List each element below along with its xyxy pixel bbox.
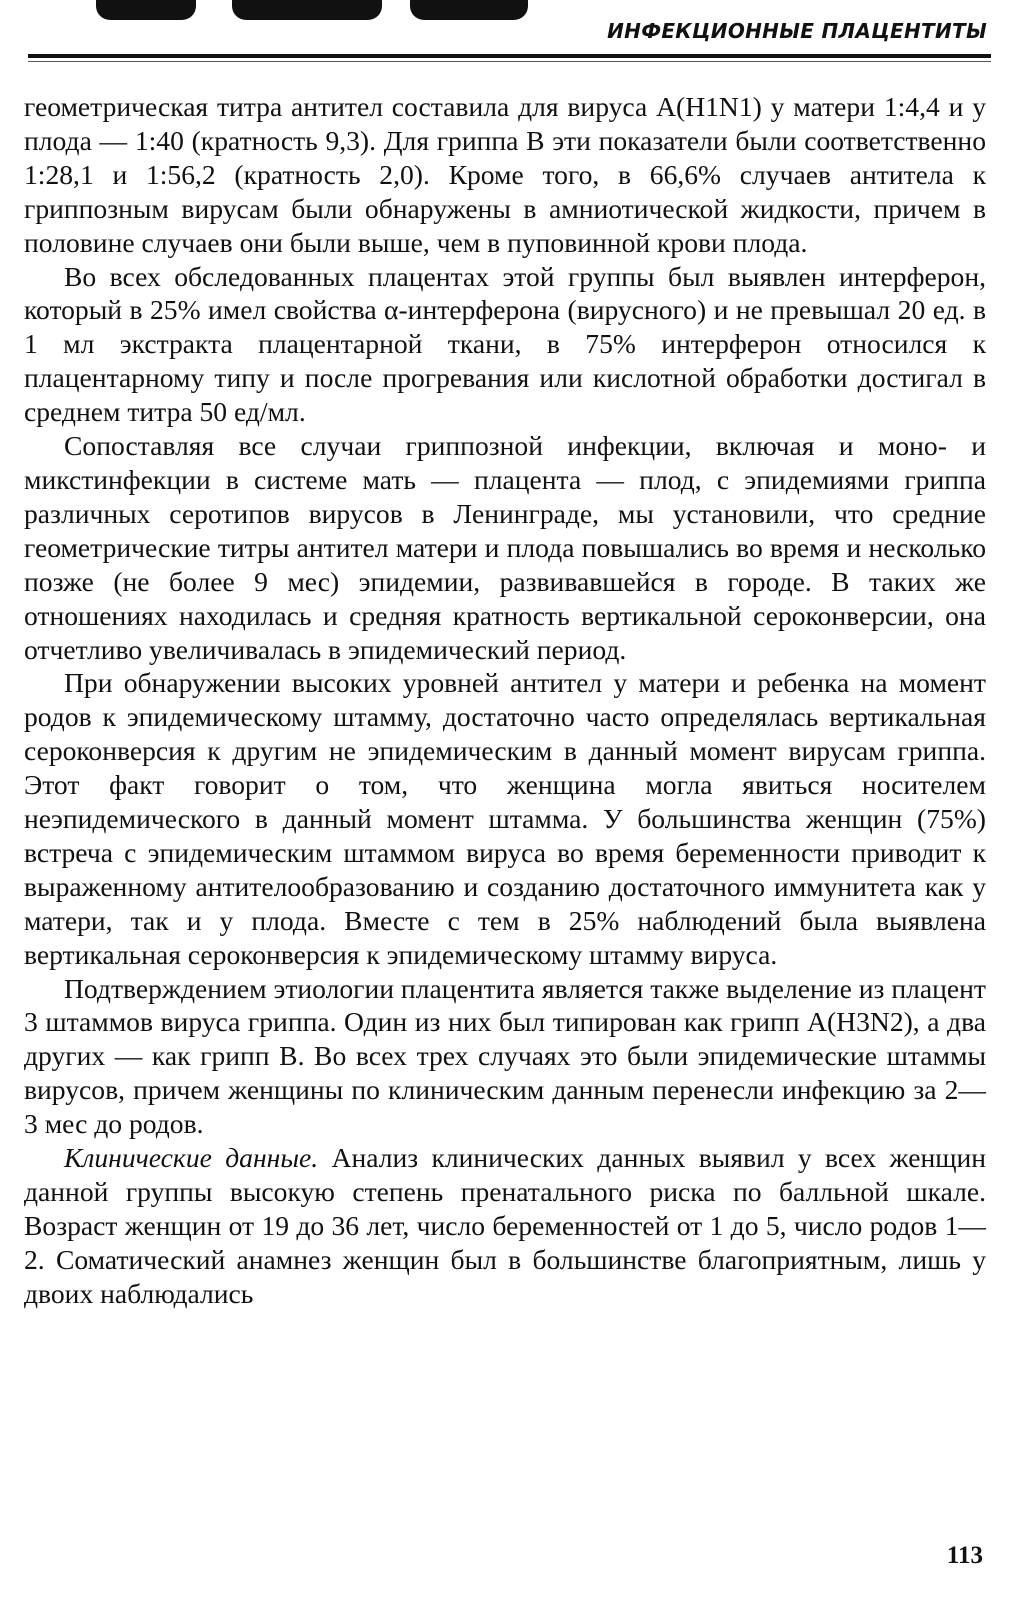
header-tab-marker [232, 0, 382, 20]
paragraph-text: Анализ клинических данных выявил у всех женщин данной группы высокую степень пренатального риска по балльной шкале. Возраст женщин от 19 до 36 лет, число беременностей от 1 до 5, число родов 1—2. Соматический анамнез женщин был в большинстве благоприятным, лишь у двоих наблюдались [24, 1142, 986, 1309]
run-in-heading: Клинические данные. [64, 1142, 319, 1174]
header-rule-thin [28, 61, 991, 62]
paragraph: При обнаружении высоких уровней антител у матери и ребенка на момент родов к эпидемическому штамму, достаточно часто определялась вертикальная сероконверсия к другим не эпидемическим в данный момент вирусам гриппа. Этот факт говорит о том, что женщина могла явиться носителем неэпидемического в данный момент штамма. У большинства женщин (75%) встреча с эпидемическим штаммом вируса во время беременности приводит к выраженному антителообразованию и созданию достаточного иммунитета как у матери, так и у плода. Вместе с тем в 25% наблюдений была выявлена вертикальная сероконверсия к эпидемическому штамму вируса. [24, 667, 986, 970]
header-rule [28, 54, 991, 58]
page-body [24, 90, 986, 1311]
header-tab-marker [96, 0, 196, 20]
page-number: 113 [946, 1542, 983, 1569]
running-header: ИНФЕКЦИОННЫЕ ПЛАЦЕНТИТЫ [607, 19, 987, 43]
paragraph: геометрическая титра антител составила для вируса A(H1N1) у матери 1:4,4 и у плода — 1:40 (кратность 9,3). Для гриппа B эти показатели были соответственно 1:28,1 и 1:56,2 (кратность 2,0). Кроме того, в 66,6% случаев антитела к гриппозным вирусам были обнаружены в амниотической жидкости, причем в половине случаев они были выше, чем в пуповинной крови плода. [24, 91, 986, 258]
paragraph-clinical [24, 1141, 986, 1311]
header-tab-marker [410, 0, 528, 20]
paragraph: Во всех обследованных плацентах этой группы был выявлен интерферон, который в 25% имел свойства α-интерферона (вирусного) и не превышал 20 ед. в 1 мл экстракта плацентарной ткани, в 75% интерферон относился к плацентарному типу и после прогревания или кислотной обработки достигал в среднем титра 50 ед/мл. [24, 260, 986, 428]
paragraph: Подтверждением этиологии плацентита является также выделение из плацент 3 штаммов вируса гриппа. Один из них был типирован как грипп A(H3N2), а два других — как грипп B. Во всех трех случаях это были эпидемические штаммы вирусов, причем женщины по клиническим данным перенесли инфекцию за 2—3 мес до родов. [24, 972, 986, 1140]
paragraph: Сопоставляя все случаи гриппозной инфекции, включая и моно- и микстинфекции в системе мать — плацента — плод, с эпидемиями гриппа различных серотипов вирусов в Ленинграде, мы установили, что средние геометрические титры антител матери и плода повышались во время и несколько позже (не более 9 мес) эпидемии, развивавшейся в городе. В таких же отношениях находилась и средняя кратность вертикальной сероконверсии, она отчетливо увеличивалась в эпидемический период. [24, 430, 986, 665]
